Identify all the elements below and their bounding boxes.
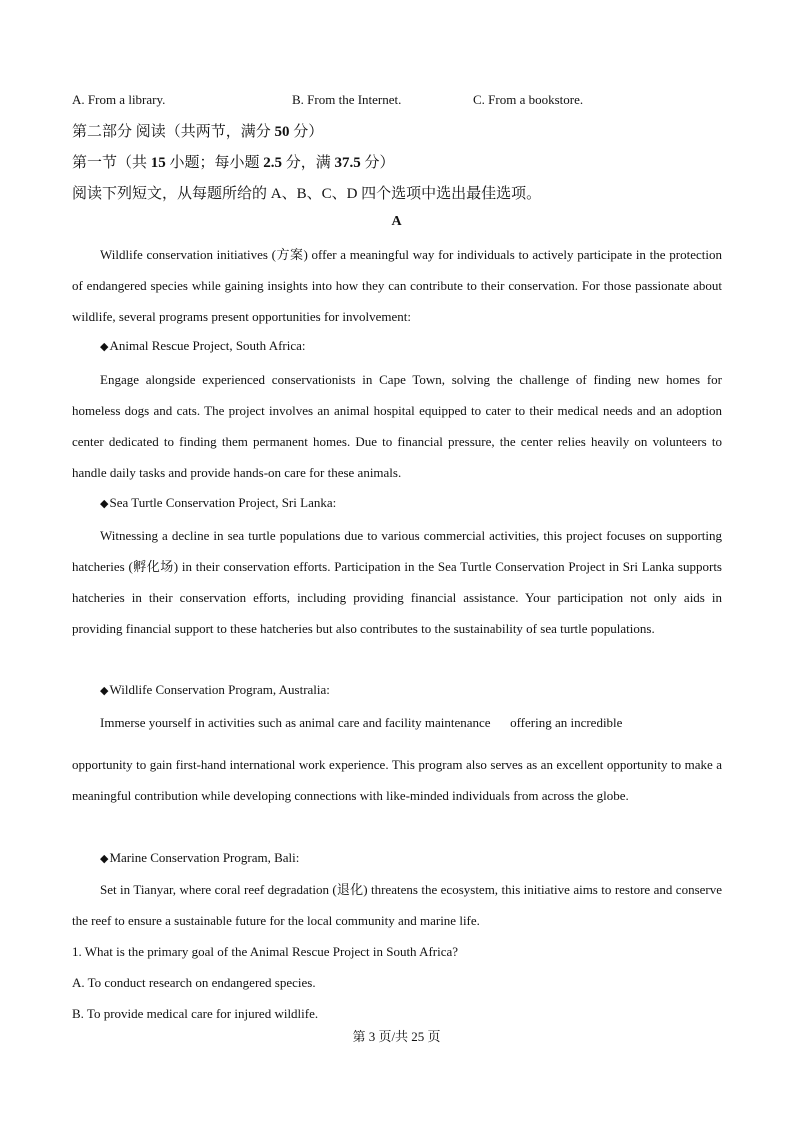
program-heading-marine-bali: ◆Marine Conservation Program, Bali: <box>100 850 300 865</box>
question-1-stem: 1. What is the primary goal of the Animal Rescue Project in South Africa? <box>72 944 459 959</box>
intro-paragraph: Wildlife conservation initiatives (方案) offer a meaningful way for individuals to actively participate in the protection of endangered species while gaining insights into how they can contribute to their conservation. For those passionate about wildlife, several programs present opportunities for involvement: <box>72 247 722 324</box>
passage-label: A <box>391 214 402 229</box>
instructions: 阅读下列短文，从每题所给的 A、B、C、D 四个选项中选出最佳选项。 <box>72 186 542 202</box>
program-text-animal-rescue: Engage alongside experienced conservationists in Cape Town, solving the challenge of finding new homes for homeless dogs and cats. The project involves an animal hospital equipped to cater to their medical needs and an adoption center dedicated to finding them permanent homes. Due to financial pressure, the center relies heavily on volunteers to handle daily tasks and provide hands-on care for these animals. <box>72 372 722 480</box>
page-number: 第 3 页/共 25 页 <box>352 1029 441 1044</box>
option-b: B. From the Internet. <box>292 92 402 107</box>
program-text-wildlife-australia-line1: Immerse yourself in activities such as animal care and facility maintenance offering an incredible <box>100 715 623 730</box>
option-c: C. From a bookstore. <box>473 92 584 107</box>
part-two-heading: 第二部分 阅读（共两节，满分 50 分） <box>72 124 324 140</box>
diamond-bullet-icon: ◆ <box>100 498 109 510</box>
diamond-bullet-icon: ◆ <box>100 341 109 353</box>
program-text-sea-turtle: Witnessing a decline in sea turtle populations due to various commercial activities, this project focuses on supporting hatcheries (孵化场) in their conservation efforts. Participation in the Sea Turtle Conservation Project in Sri Lanka supports hatcheries in their conservation efforts, including providing financial assistance. Your participation not only aids in providing financial support to these hatcheries but also contributes to the sustainability of sea turtle populations. <box>72 528 722 636</box>
program-text-wildlife-australia: opportunity to gain first-hand international work experience. This program also serves as an excellent opportunity to make a meaningful contribution while developing connections with like-minded individuals from across the globe. <box>72 757 722 803</box>
program-text-marine-bali: Set in Tianyar, where coral reef degradation (退化) threatens the ecosystem, this initiative aims to restore and conserve the reef to ensure a sustainable future for the local community and marine life. <box>72 882 722 928</box>
program-heading-wildlife-australia: ◆Wildlife Conservation Program, Australia: <box>100 682 330 697</box>
diamond-bullet-icon: ◆ <box>100 685 109 697</box>
diamond-bullet-icon: ◆ <box>100 853 109 865</box>
section-one-heading: 第一节（共 15 小题；每小题 2.5 分，满 37.5 分） <box>72 155 395 171</box>
program-heading-animal-rescue: ◆Animal Rescue Project, South Africa: <box>100 338 306 353</box>
question-1-option-b: B. To provide medical care for injured wildlife. <box>72 1006 319 1021</box>
program-heading-sea-turtle: ◆Sea Turtle Conservation Project, Sri Lanka: <box>100 495 337 510</box>
option-a: A. From a library. <box>72 92 166 107</box>
previous-question-options <box>72 92 722 110</box>
question-1-option-a: A. To conduct research on endangered species. <box>72 975 316 990</box>
